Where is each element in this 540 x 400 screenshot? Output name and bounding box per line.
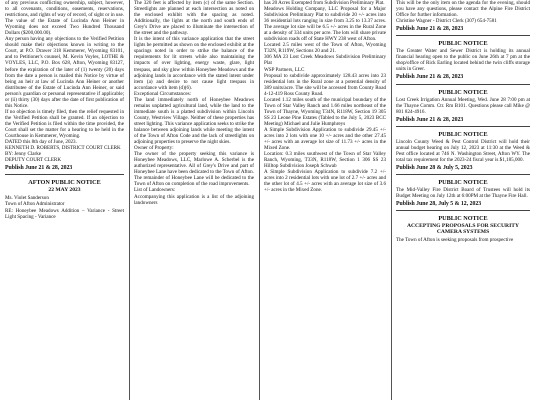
notice-heading: PUBLIC NOTICE [438, 179, 488, 187]
notice-paragraph: It is the intent of this variance application that the street lights be permitted as shown on the enclosed exhibit at the spacings noted in order to strike the balance of the requirements for lit streets while also maintaining the impacts of over lighting, energy waste, glare, light trespass, and sky glow within Honeybee Meadows and the adjoining lands in accordance with the stated intent under item (a) and desire to not cause light trespass in accordance with item (d)(6). [134, 36, 254, 91]
notice-paragraph: BY: Jenny Clarke [5, 151, 42, 158]
notice-paragraph: Lost Creek Irrigation Annual Meeting, Wed. June 28 7:00 pm at the Thayne Comm. Ctr. Rm B101. Questions please call Mike @ 801 824-4916. [396, 96, 530, 115]
notice-paragraph: Location: 0.3 miles southwest of the Town of Star Valley Ranch, Wyoming, T33N, R118W, Section 1 306 SS 23 Hilltop Subdivision Joseph Schwab [264, 151, 386, 170]
notice-paragraph: DATED this 8th day of June, 2023. [5, 139, 77, 146]
column-divider [391, 0, 392, 400]
publish-dates: Publish June 21 & 28, 2023 [396, 116, 464, 123]
column-2 [134, 0, 254, 400]
notice-separator [396, 174, 530, 175]
publish-dates: Publish June 21 & 28, 2023 [396, 26, 464, 33]
column-4 [396, 0, 530, 400]
notice-separator [396, 126, 530, 127]
notice-paragraph: Town of Afton Administrator [5, 201, 65, 208]
notice-separator [396, 210, 530, 211]
notice-subheading: 22 MAY 2023 [48, 187, 81, 194]
notice-paragraph: WSP Partners, LLC [264, 66, 305, 73]
notice-paragraph: List of Landowners: [134, 187, 176, 194]
notice-paragraph: has 20 Acres Exempted from Subdivision Preliminary Plat. [264, 0, 385, 6]
publish-dates: Publish June 28 & July 5, 2023 [396, 164, 473, 171]
column-3 [264, 0, 386, 400]
notice-paragraph: Ms. Violet Sanderson [5, 195, 49, 202]
publish-dates: Publish June 28, July 5 & 12, 2023 [396, 201, 482, 208]
notice-paragraph: Lincoln County Weed & Pest Control District will hold their annual budget hearing on July 12, 2023 at 11:30 at the Weed & Pest office located at 746 N. Washington Street, Afton WY. The total tax requirement for the 2023-24 fiscal year is $1,185,000. [396, 138, 530, 163]
notice-paragraph: Meadows Holding Company, LLC Proposal for a Major Subdivision Preliminary Plat to subdivide 20 +/- acres into 36 residential lots ranging in size from 3.25 to 13.37 acres. The average lot size will be 6.5 +/- acres in the Rural Zone at a density of 334 units per acre. The lots will share private subdivision roads off of State HWY 238 west of Afton. [264, 6, 386, 43]
notice-paragraph: The Mid-Valley Fire District Board of Trustees will hold its Budget Meeting on July 12th at 6:00PM at the Thayne Fire Hall. [396, 187, 530, 200]
notice-paragraph: Owner of Property: [134, 145, 174, 152]
notice-paragraph: If no objection is timely filed, then the relief requested in the Verified Petition shall be granted. If an objection to the Verified Petition is filed within the time provided, the Court shall set the matter for a hearing to be held in the Courthouse in Kemmerer, Wyoming. [5, 108, 124, 140]
notice-paragraph: The 320 feet is affected by item (c) of the same Section. Streetlights are planned at each intersection as noted on the enclosed exhibit with the spacing as noted. Additionally, the lights at the north and south ends of Grey's Drive are placed to illuminate the intersection of the street and the pathway. [134, 0, 254, 37]
notice-paragraph: RE: Honeybee Meadows Addition – Variance - Street Light Spacing - Variance [5, 207, 124, 220]
notice-heading: PUBLIC NOTICE [438, 215, 488, 223]
notice-paragraph: The land immediately north of Honeybee Meadows remains unplatted agricultural land, while the land to the immediate south is a platted subdivision within Lincoln County, Westview Village. Neither of these properties has street lighting. This variance application seeks to strike the balance between adjoining lands while meeting the intent of the Town of Afton Code and the lack of streetlights on adjoining properties to preserve the night skies. [134, 96, 254, 146]
notice-separator [396, 35, 530, 36]
notice-paragraph: 306 MA 23 Lost Creek Meadows Subdivision Preliminary Plat [264, 54, 386, 67]
column-divider [129, 0, 130, 400]
notice-separator [5, 174, 124, 175]
notice-paragraph: Exceptional Circumstances: [134, 90, 192, 97]
notice-paragraph: This will be the only item on the agenda for the evening, should you have any questions, please contact the Alpine Fire District Office for further information. [396, 0, 530, 19]
publish-dates: Publish June 21 & 28, 2023 [5, 165, 73, 172]
publish-dates: Publish June 21 & 28, 2023 [396, 74, 464, 81]
notice-paragraph: The Town of Afton is seeking proposals from prospective [396, 237, 514, 244]
notice-paragraph: KENNETH D. ROBERTS, DISTRICT COURT CLERK [5, 145, 121, 152]
notice-paragraph: Christine Wagner - District Clerk (307) 654-7581 [396, 18, 497, 25]
notice-separator [396, 84, 530, 85]
notice-paragraph: Located 2.5 miles west of the Town of Afton, Wyoming T32N, R119W, Sections 20 and 21. [264, 42, 386, 55]
notice-paragraph: Proposal to subdivide approximately 128.43 acres into 23 residential lots in the Rural zone at a potential density of 389 units/acre. The site will be accessed from County Road 4-12-419 Ross County Road. [264, 72, 386, 97]
notice-paragraph: A Simple Subdivision Application to subdivide 29.45 +/- acres into 2 lots with one 10 +/- acres and the other 27.45 +/- acres with an average lot size of 11.73 +/- acres in the Mixed Zone. [264, 126, 386, 152]
notice-heading: PUBLIC NOTICE [438, 130, 488, 138]
notice-paragraph: of any previous conflicting ownership, subject, however, to all covenants, conditions, easements, reservations, restrictions, and rights of way of record, of sight or in use. The value of the Estate of Lucinda Ann Heiner in Wyoming does not exceed Two Hundred Thousand Dollars ($200,000.00). [5, 0, 124, 37]
notice-subheading: ACCEPTING PROPOSALS FOR SECURITY CAMERA SYSTEMS [406, 223, 520, 236]
column-divider [259, 0, 260, 400]
notice-heading: PUBLIC NOTICE [438, 88, 488, 96]
notice-paragraph: Accompanying this application is a list of the adjoining landowners [134, 193, 254, 206]
notice-paragraph: Located 1.12 miles south of the municipal boundary of the Town of Star Valley Ranch and 1.66 miles northeast of the Town of Thayne, Wyoming T34N, R118W, Section 19 305 SS 23 Leone Pine Estates (Tabled to the July 5, 2023 BCC Meeting) Michael and Julie Humphreys [264, 96, 386, 127]
notice-heading: AFTON PUBLIC NOTICE [28, 179, 101, 187]
column-1 [5, 0, 124, 400]
notice-paragraph: A Simple Subdivision Application to subdivide 7.2 +/- acres into 2 residential lots with one lot of 2.7 +/- acres and the other lot of 4.5 +/- acres with an average lot size of 3.6 +/- acres in the Mixed Zone. [264, 169, 386, 194]
notice-heading: PUBLIC NOTICE [438, 40, 488, 48]
notice-paragraph: DEPUTY COURT CLERK [5, 157, 62, 164]
notice-paragraph: The owner of the property seeking this variance is Honeybee Meadows, LLC, Marlowe A. Scherbel is the authorized representative. All of Grey's Drive and part of Honeybee Lane have been dedicated to the Town of Afton. The remainder of Honeybee Lane will be dedicated to the Town of Afton on completion of the road improvements. [134, 151, 254, 188]
notice-paragraph: The Greater Water and Sewer District is holding its annual financial hearing open to the public on June 26th at 7 pm at the shop/office of Rick Earling located behind the twin cliffs storage units in Greer. [396, 48, 530, 73]
notice-paragraph: Any person having any objections to the Verified Petition should make their objections known in writing to the Court, at P.O. Drawer 318 Kemmerer, Wyoming 83101, and to Petitioner's counsel, M. Kevin Voyles, LOTHE & VOYLES, LLC, P.O. Box 628, Afton, Wyoming 83127, before the expiration of the later of (1) twenty (20) days from the date a person is mailed this Notice by virtue of being an heir at law of Lucinda Ann Heiner or another distributee of the Estate of Lucinda Ann Heiner, or said person's guardian or personal representative if applicable; or (ii) thirty (30) days after the date of first publication of this Notice. [5, 36, 124, 109]
